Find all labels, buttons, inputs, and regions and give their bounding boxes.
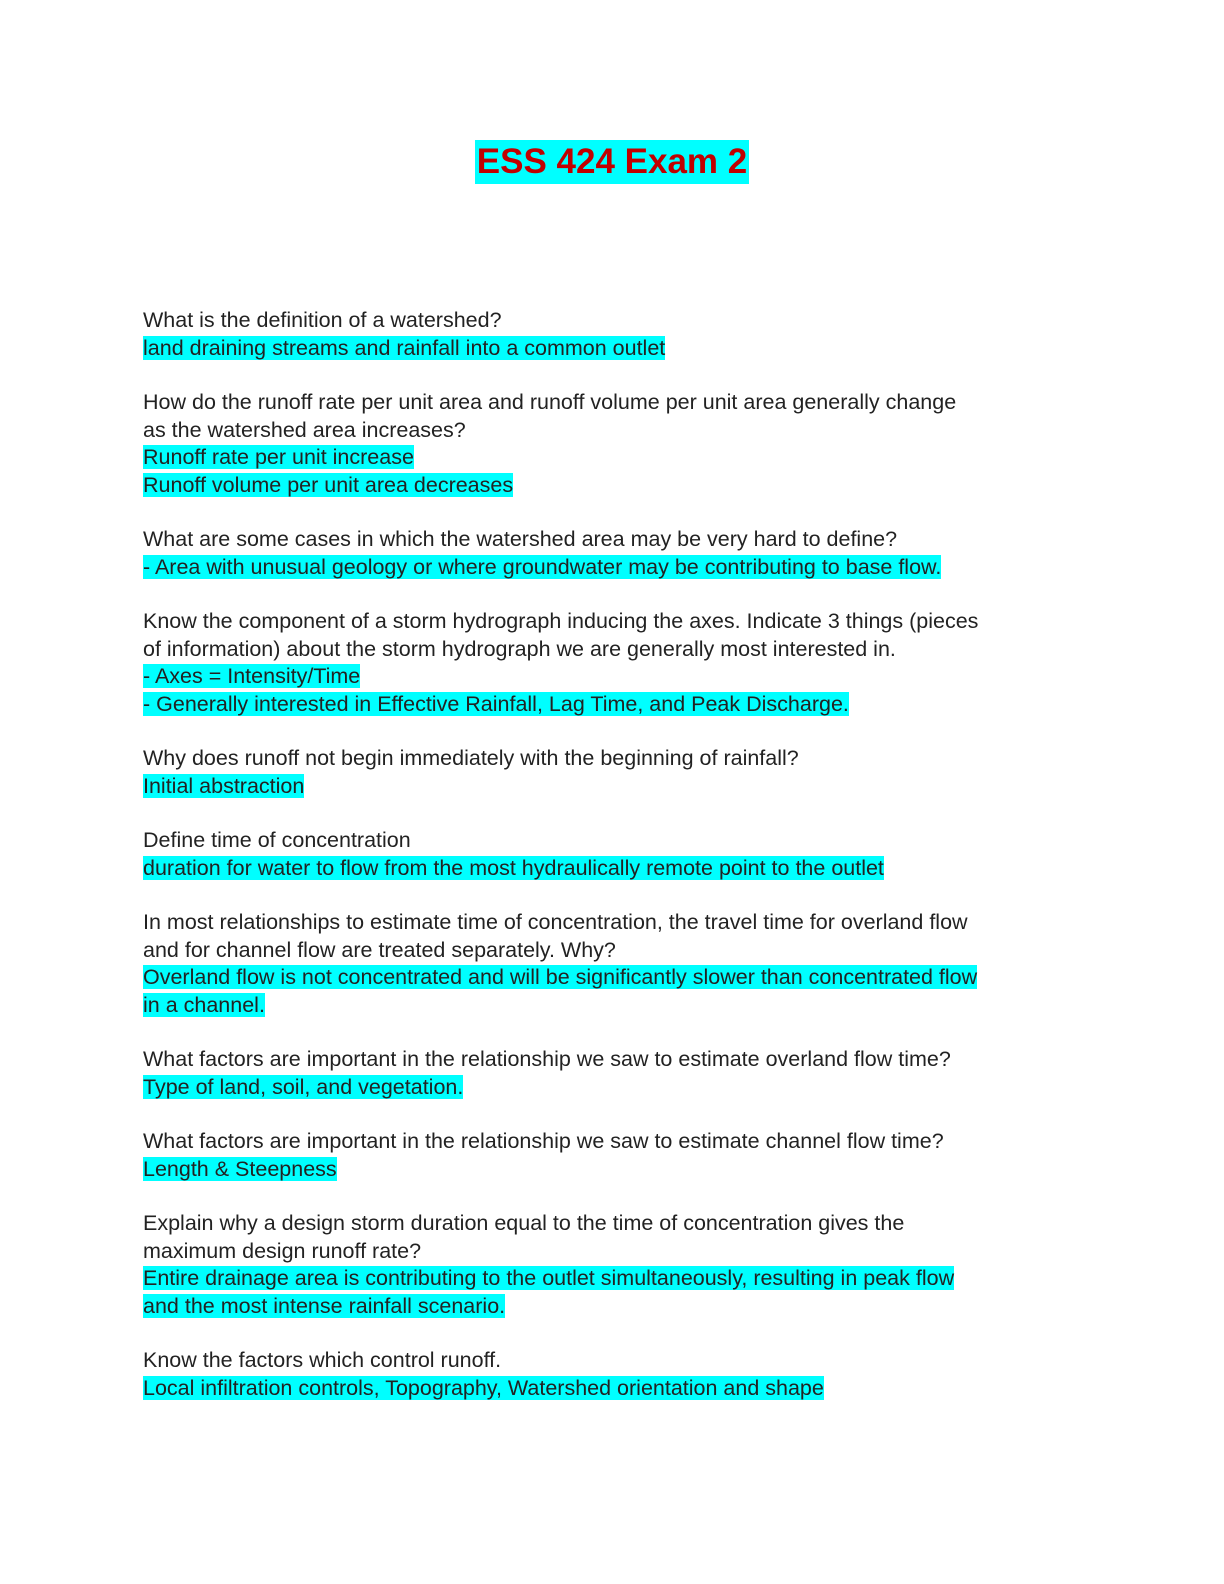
question xyxy=(143,827,1083,855)
highlighted-answer-text: Runoff volume per unit area decreases xyxy=(143,472,514,497)
qa-item xyxy=(143,1210,1083,1320)
answer-line-wrapper xyxy=(143,855,1083,883)
question-line: What factors are important in the relationship we saw to estimate overland flow time? xyxy=(143,1047,951,1071)
answer xyxy=(143,964,1083,1019)
question xyxy=(143,389,1083,444)
highlighted-answer-text: Overland flow is not concentrated and will be significantly slower than concentrated flow xyxy=(143,965,978,989)
answer-line-wrapper xyxy=(143,1293,1083,1321)
question xyxy=(143,1128,1083,1156)
answer-line-wrapper xyxy=(143,1156,1083,1184)
question-line: Define time of concentration xyxy=(143,828,411,852)
title-container xyxy=(0,140,1224,184)
answer-line-wrapper xyxy=(143,691,1083,719)
highlighted-answer-text: - Generally interested in Effective Rainfall, Lag Time, and Peak Discharge. xyxy=(143,691,849,716)
answer xyxy=(143,1375,1083,1403)
qa-item xyxy=(143,526,1083,581)
qa-item xyxy=(143,1347,1083,1402)
question xyxy=(143,307,1083,335)
highlighted-answer-text: Length & Steepness xyxy=(143,1156,337,1181)
qa-list xyxy=(143,307,1083,1429)
qa-item xyxy=(143,608,1083,718)
question xyxy=(143,526,1083,554)
question-line: Why does runoff not begin immediately with the beginning of rainfall? xyxy=(143,746,799,770)
qa-item xyxy=(143,1128,1083,1183)
question-line: How do the runoff rate per unit area and runoff volume per unit area generally change xyxy=(143,390,957,414)
document-title: ESS 424 Exam 2 xyxy=(475,140,749,184)
answer xyxy=(143,1156,1083,1184)
answer-line-wrapper xyxy=(143,992,1083,1020)
highlighted-answer-text: duration for water to flow from the most hydraulically remote point to the outlet xyxy=(143,855,884,880)
question-line: and for channel flow are treated separately. Why? xyxy=(143,937,616,962)
answer xyxy=(143,444,1083,499)
answer-line-wrapper xyxy=(143,444,1083,472)
highlighted-answer-text: Entire drainage area is contributing to the outlet simultaneously, resulting in peak flow xyxy=(143,1266,955,1290)
question xyxy=(143,608,1083,663)
answer-line-wrapper xyxy=(143,663,1083,691)
highlighted-answer-text: - Axes = Intensity/Time xyxy=(143,664,361,688)
answer xyxy=(143,554,1083,582)
qa-item xyxy=(143,307,1083,362)
answer-line-wrapper xyxy=(143,964,1083,992)
question xyxy=(143,1046,1083,1074)
answer-line-wrapper xyxy=(143,472,1083,500)
answer-line-wrapper xyxy=(143,554,1083,582)
qa-item xyxy=(143,827,1083,882)
question-line: Know the component of a storm hydrograph inducing the axes. Indicate 3 things (pieces xyxy=(143,609,979,633)
qa-item xyxy=(143,909,1083,1019)
question-line: What factors are important in the relationship we saw to estimate channel flow time? xyxy=(143,1129,944,1153)
question-line: What is the definition of a watershed? xyxy=(143,308,502,332)
highlighted-answer-text: land draining streams and rainfall into a common outlet xyxy=(143,335,666,360)
highlighted-answer-text: - Area with unusual geology or where groundwater may be contributing to base flow. xyxy=(143,554,942,579)
qa-item xyxy=(143,745,1083,800)
question-line: Explain why a design storm duration equal to the time of concentration gives the xyxy=(143,1211,905,1235)
qa-item xyxy=(143,1046,1083,1101)
question xyxy=(143,909,1083,964)
highlighted-answer-text: in a channel. xyxy=(143,992,265,1017)
highlighted-answer-text: Initial abstraction xyxy=(143,773,305,798)
answer-line-wrapper xyxy=(143,773,1083,801)
answer-line-wrapper xyxy=(143,1375,1083,1403)
answer-line-wrapper xyxy=(143,335,1083,363)
question-line: Know the factors which control runoff. xyxy=(143,1348,502,1372)
question-line: as the watershed area increases? xyxy=(143,417,466,442)
answer xyxy=(143,335,1083,363)
question-line: of information) about the storm hydrograph we are generally most interested in. xyxy=(143,636,896,661)
question-line: maximum design runoff rate? xyxy=(143,1238,422,1263)
highlighted-answer-text: Type of land, soil, and vegetation. xyxy=(143,1074,464,1099)
question xyxy=(143,745,1083,773)
question xyxy=(143,1210,1083,1265)
highlighted-answer-text: Runoff rate per unit increase xyxy=(143,445,414,469)
highlighted-answer-text: Local infiltration controls, Topography, Watershed orientation and shape xyxy=(143,1375,824,1400)
question xyxy=(143,1347,1083,1375)
answer-line-wrapper xyxy=(143,1074,1083,1102)
question-line: In most relationships to estimate time of concentration, the travel time for overland flow xyxy=(143,910,968,934)
answer xyxy=(143,773,1083,801)
answer xyxy=(143,1265,1083,1320)
qa-item xyxy=(143,389,1083,499)
highlighted-answer-text: and the most intense rainfall scenario. xyxy=(143,1293,506,1318)
answer xyxy=(143,1074,1083,1102)
answer xyxy=(143,855,1083,883)
question-line: What are some cases in which the watershed area may be very hard to define? xyxy=(143,527,898,551)
answer-line-wrapper xyxy=(143,1265,1083,1293)
answer xyxy=(143,663,1083,718)
